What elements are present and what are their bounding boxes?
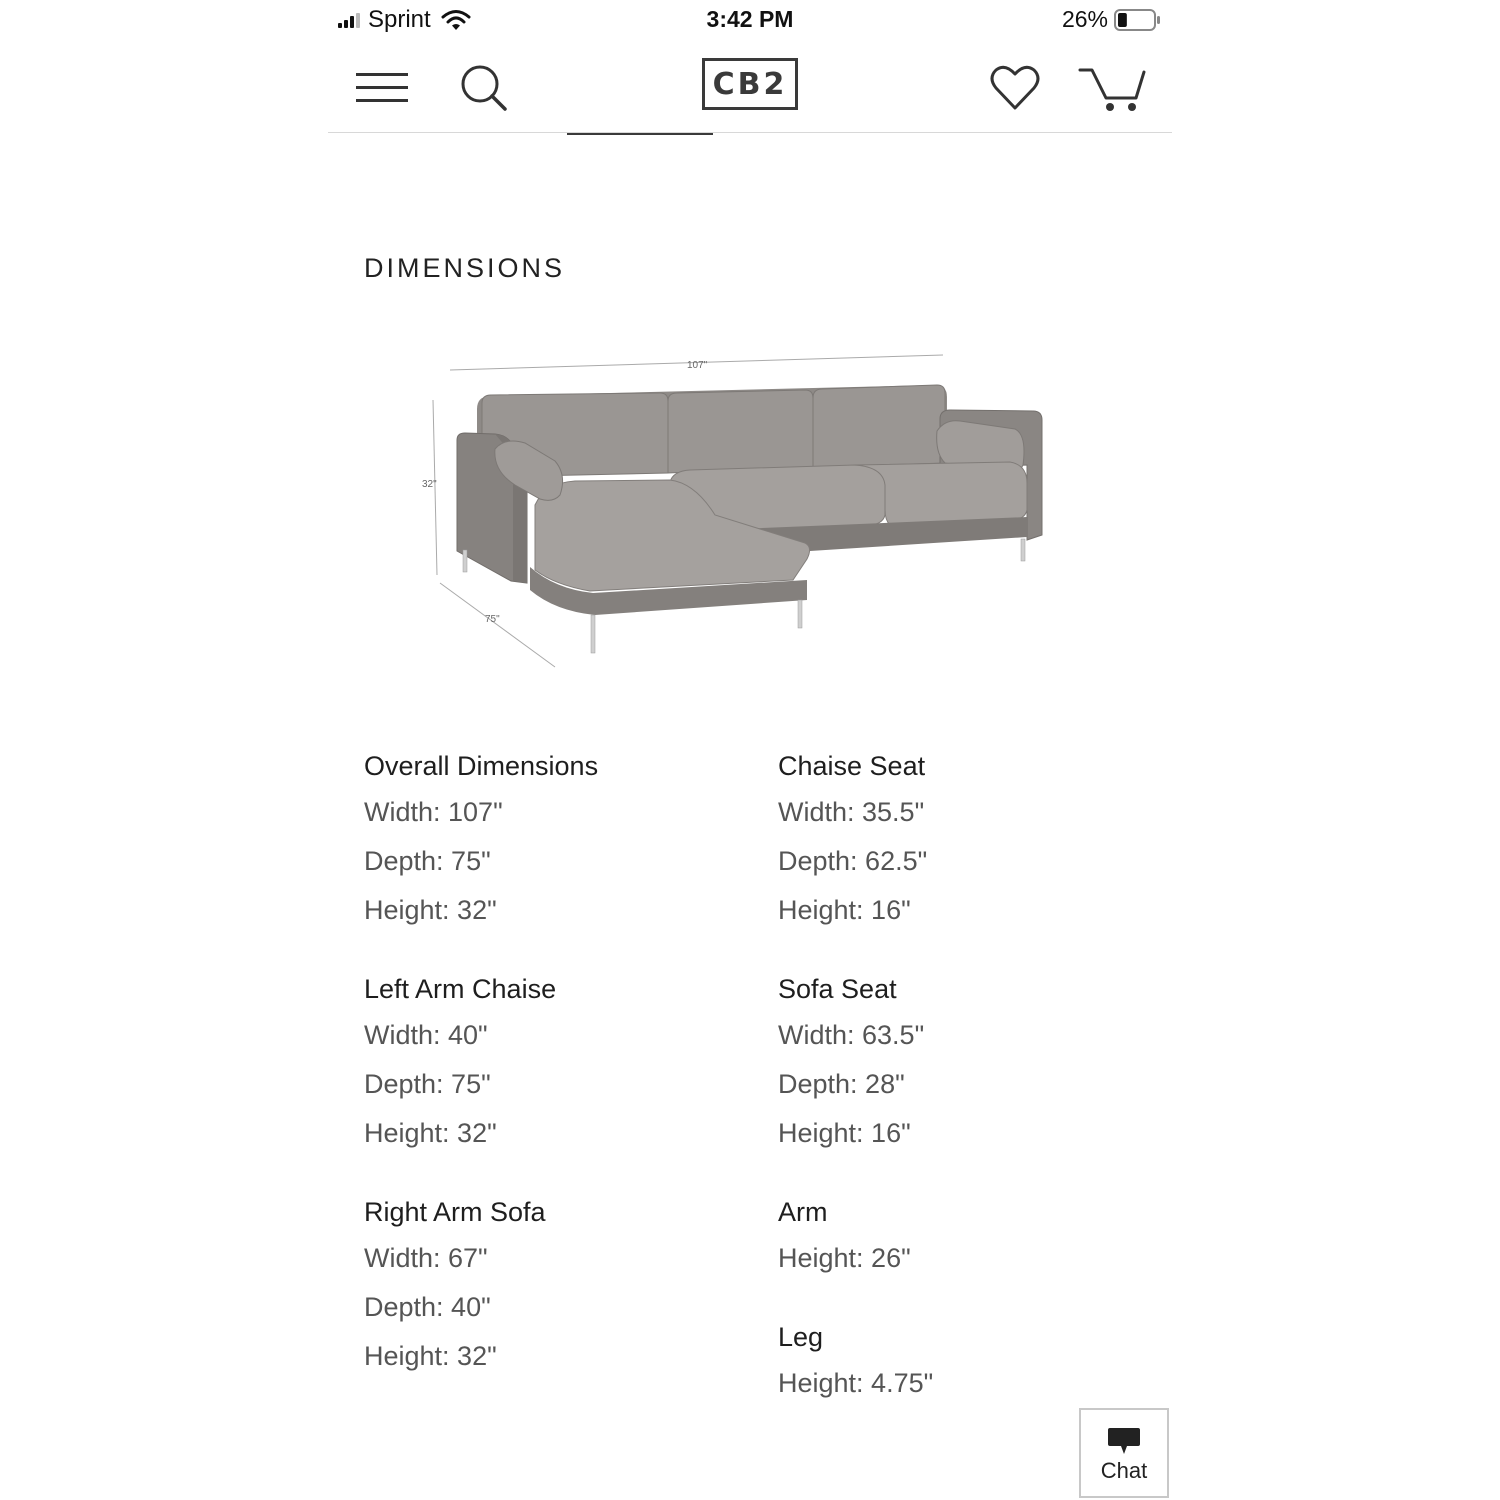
leg-group bbox=[778, 1315, 1158, 1408]
overall-dimensions-group bbox=[364, 744, 744, 935]
chat-button[interactable] bbox=[1079, 1408, 1169, 1498]
dimension-line: Height: 32" bbox=[364, 1341, 497, 1371]
dimension-line: Width: 40" bbox=[364, 1020, 488, 1050]
sofa-seat-group bbox=[778, 967, 1158, 1158]
left-arm-chaise-group bbox=[364, 967, 744, 1158]
cb2-logo[interactable]: CB2 bbox=[702, 58, 798, 110]
search-icon bbox=[460, 64, 508, 112]
dimension-line: Height: 32" bbox=[364, 895, 497, 925]
dimension-line: Height: 32" bbox=[364, 1118, 497, 1148]
depth-dimension-label: 75" bbox=[485, 614, 500, 625]
group-title: Arm bbox=[778, 1197, 828, 1227]
dimension-line: Depth: 75" bbox=[364, 846, 491, 876]
group-title: Leg bbox=[778, 1322, 824, 1352]
dimension-line: Depth: 75" bbox=[364, 1069, 491, 1099]
cart-button[interactable] bbox=[1078, 64, 1148, 114]
dimension-line: Height: 16" bbox=[778, 895, 911, 925]
dimension-line: Width: 67" bbox=[364, 1243, 488, 1273]
width-dimension-label: 107" bbox=[687, 360, 708, 371]
status-bar bbox=[328, 0, 1172, 42]
group-title: Sofa Seat bbox=[778, 974, 897, 1004]
search-button[interactable] bbox=[460, 64, 508, 112]
right-arm-sofa-group bbox=[364, 1190, 744, 1381]
dimension-line: Depth: 40" bbox=[364, 1292, 491, 1322]
clock: 3:42 PM bbox=[706, 6, 794, 32]
chat-label: Chat bbox=[1100, 1458, 1148, 1483]
group-title: Left Arm Chaise bbox=[364, 974, 557, 1004]
dimension-line: Depth: 28" bbox=[778, 1069, 905, 1099]
dimension-line: Width: 35.5" bbox=[778, 797, 925, 827]
battery-icon bbox=[1114, 9, 1160, 31]
dimensions-column-right bbox=[778, 744, 1158, 1440]
sectional-sofa-image bbox=[415, 345, 1055, 675]
dimension-line: Height: 16" bbox=[778, 1118, 911, 1148]
tab-indicator bbox=[567, 133, 713, 135]
heart-icon bbox=[990, 64, 1040, 112]
cart-icon bbox=[1078, 64, 1148, 114]
menu-icon bbox=[356, 72, 410, 104]
carrier-name: Sprint bbox=[368, 6, 431, 33]
nav-bar bbox=[328, 50, 1172, 133]
dimension-line: Height: 26" bbox=[778, 1243, 911, 1273]
dimensions-column-left bbox=[364, 744, 744, 1413]
height-dimension-label: 32" bbox=[422, 479, 437, 490]
chaise-seat-group bbox=[778, 744, 1158, 935]
dimension-line: Height: 4.75" bbox=[778, 1368, 934, 1398]
dimension-line: Depth: 62.5" bbox=[778, 846, 928, 876]
battery-percent: 26% bbox=[1061, 6, 1108, 32]
group-title: Overall Dimensions bbox=[364, 751, 599, 781]
dimensions-heading: DIMENSIONS bbox=[364, 253, 566, 283]
wishlist-button[interactable] bbox=[990, 64, 1040, 112]
dimension-line: Width: 107" bbox=[364, 797, 503, 827]
status-right bbox=[1062, 6, 1160, 33]
dimension-line: Width: 63.5" bbox=[778, 1020, 925, 1050]
menu-button[interactable] bbox=[356, 72, 410, 104]
arm-group bbox=[778, 1190, 1158, 1283]
group-title: Right Arm Sofa bbox=[364, 1197, 546, 1227]
group-title: Chaise Seat bbox=[778, 751, 926, 781]
chat-bubble-icon bbox=[1107, 1426, 1141, 1456]
